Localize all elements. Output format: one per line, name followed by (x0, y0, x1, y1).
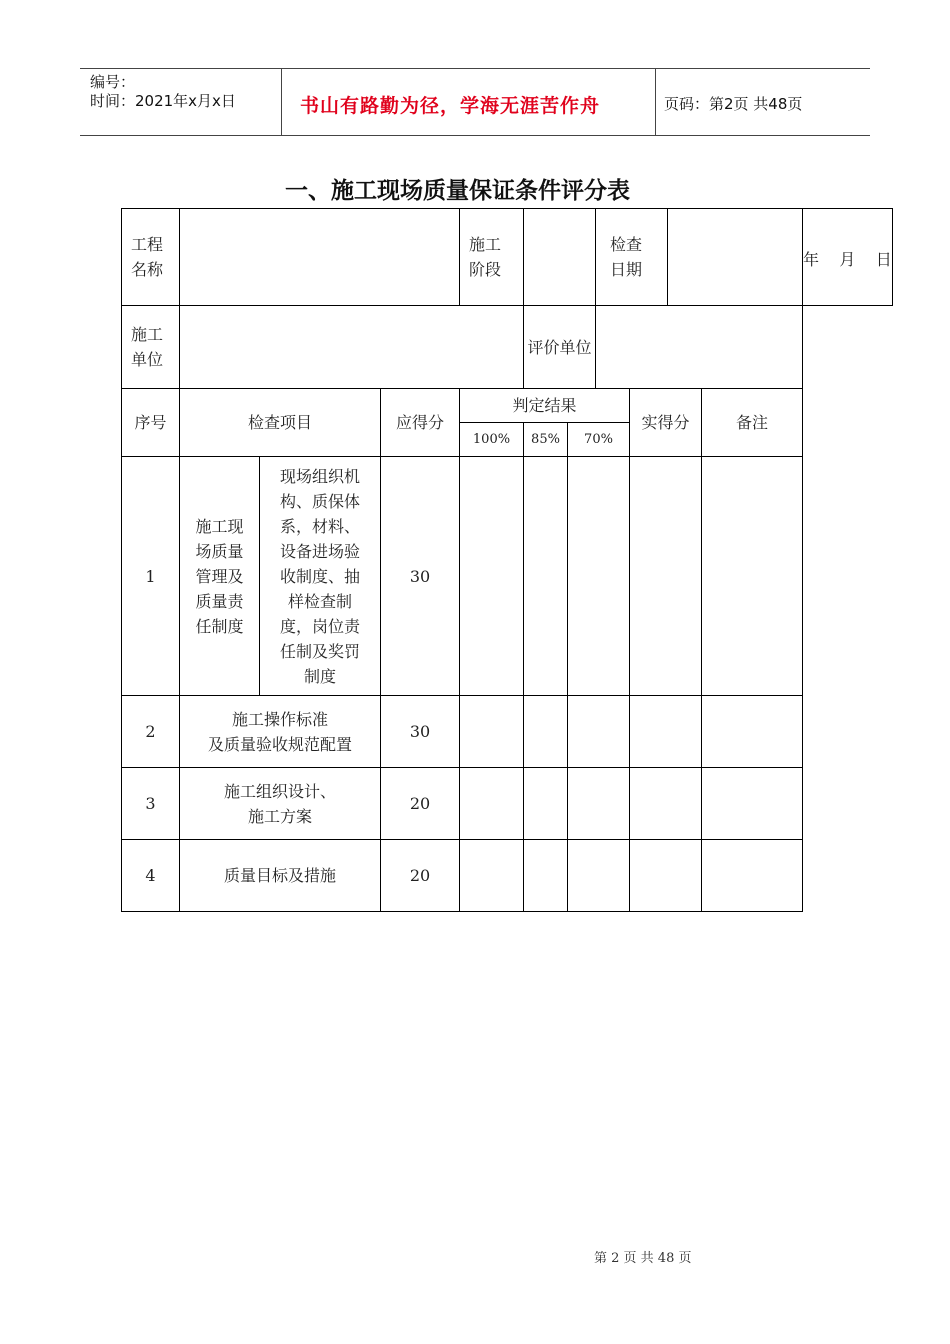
row-item: 施工组织设计、 施工方案 (180, 768, 381, 840)
header-bottom-border (80, 135, 870, 136)
row-category: 施工现 场质量 管理及 质量责 任制度 (180, 457, 260, 696)
contractor-field[interactable] (180, 306, 524, 389)
row-seq: 3 (122, 768, 180, 840)
row-p70-cell[interactable] (568, 696, 630, 768)
header-page-info: 页码：第2页 共48页 (664, 95, 803, 113)
check-date-value: 年 月 日 (803, 209, 893, 306)
table-row (122, 696, 893, 768)
row-actual-cell[interactable] (630, 457, 702, 696)
header-motto: 书山有路勤为径，学海无涯苦作舟 (300, 95, 601, 117)
row-remark-cell[interactable] (702, 457, 803, 696)
row-p85-cell[interactable] (524, 696, 568, 768)
header-divider-1 (281, 68, 282, 136)
row-actual-cell[interactable] (630, 768, 702, 840)
evaluator-label: 评价单位 (524, 306, 596, 389)
row-seq: 2 (122, 696, 180, 768)
score-table (121, 208, 893, 912)
row-actual-cell[interactable] (630, 696, 702, 768)
project-name-field[interactable] (180, 209, 460, 306)
row-score: 20 (381, 768, 460, 840)
row-seq: 4 (122, 840, 180, 912)
col-actual-header: 实得分 (630, 389, 702, 457)
col-p100-header: 100% (460, 423, 524, 457)
row-remark-cell[interactable] (702, 840, 803, 912)
header-divider-2 (655, 68, 656, 136)
row-remark-cell[interactable] (702, 696, 803, 768)
row-seq: 1 (122, 457, 180, 696)
row-remark-cell[interactable] (702, 768, 803, 840)
evaluator-field[interactable] (596, 306, 803, 389)
stage-label: 施工 阶段 (460, 209, 524, 306)
row-p70-cell[interactable] (568, 840, 630, 912)
row-p70-cell[interactable] (568, 768, 630, 840)
project-name-label: 工程 名称 (122, 209, 180, 306)
row-p70-cell[interactable] (568, 457, 630, 696)
col-p85-header: 85% (524, 423, 568, 457)
table-row (122, 768, 893, 840)
row-score: 20 (381, 840, 460, 912)
row-item: 质量目标及措施 (180, 840, 381, 912)
info-row-1 (122, 209, 893, 306)
contractor-label: 施工 单位 (122, 306, 180, 389)
row-actual-cell[interactable] (630, 840, 702, 912)
row-p85-cell[interactable] (524, 768, 568, 840)
header-number-label: 编号： (90, 73, 136, 91)
col-due-header: 应得分 (381, 389, 460, 457)
row-item: 施工操作标准 及质量验收规范配置 (180, 696, 381, 768)
row-score: 30 (381, 696, 460, 768)
row-p100-cell[interactable] (460, 457, 524, 696)
row-p100-cell[interactable] (460, 840, 524, 912)
check-date-label: 检查 日期 (596, 209, 668, 306)
page-footer: 第 2 页 共 48 页 (594, 1251, 692, 1266)
col-p70-header: 70% (568, 423, 630, 457)
col-seq-header: 序号 (122, 389, 180, 457)
header-time-label: 时间：2021年x月x日 (90, 92, 236, 110)
header-top-border (80, 68, 870, 69)
check-date-field[interactable] (668, 209, 803, 306)
page-title: 一、施工现场质量保证条件评分表 (285, 177, 630, 204)
info-row-2 (122, 306, 893, 389)
col-remark-header: 备注 (702, 389, 803, 457)
table-row (122, 457, 893, 696)
row-p100-cell[interactable] (460, 768, 524, 840)
col-item-header: 检查项目 (180, 389, 381, 457)
row-item: 现场组织机 构、质保体 系，材料、 设备进场验 收制度、抽 样检查制 度，岗位责 任制及奖罚 制度 (260, 457, 381, 696)
column-header-row (122, 389, 893, 423)
row-score: 30 (381, 457, 460, 696)
stage-field[interactable] (524, 209, 596, 306)
col-result-header: 判定结果 (460, 389, 630, 423)
row-p100-cell[interactable] (460, 696, 524, 768)
row-p85-cell[interactable] (524, 840, 568, 912)
table-row (122, 840, 893, 912)
row-p85-cell[interactable] (524, 457, 568, 696)
